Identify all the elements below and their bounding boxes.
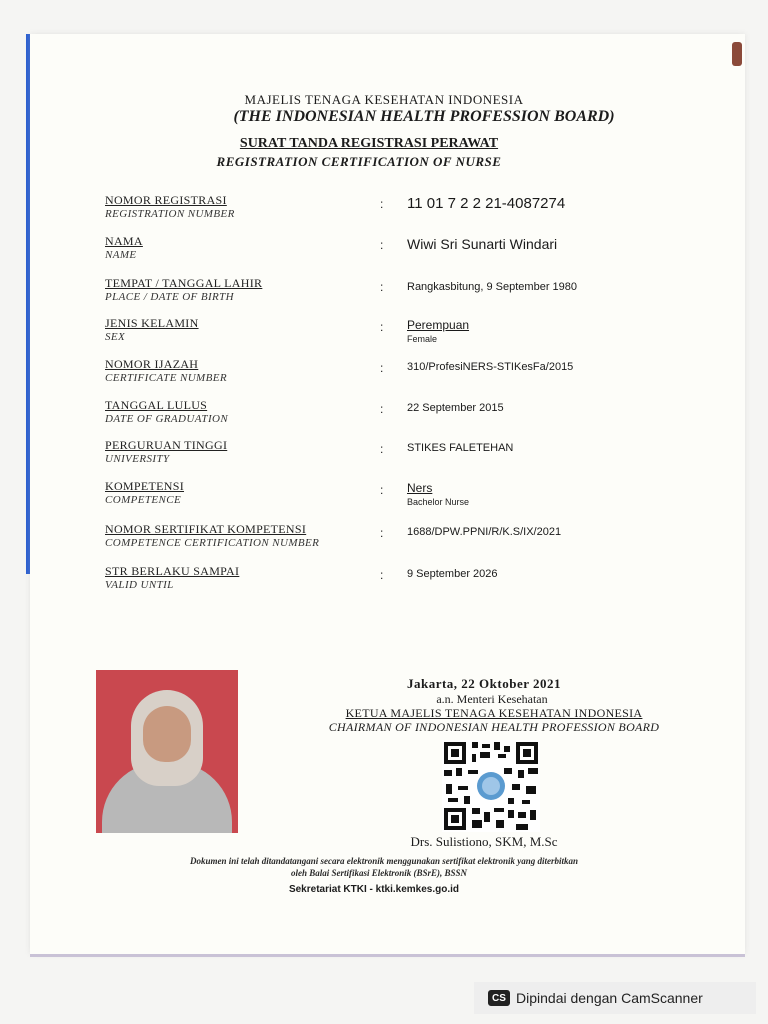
board-name: MAJELIS TENAGA KESEHATAN INDONESIA — [244, 92, 524, 107]
field-label: KOMPETENSI — [105, 479, 185, 493]
colon: : — [380, 280, 384, 294]
colon: : — [380, 361, 384, 375]
qr-code-icon — [442, 740, 540, 832]
colon: : — [380, 568, 384, 582]
field-sublabel: SEX — [105, 331, 126, 343]
field-value: STIKES FALETEHAN — [407, 442, 514, 454]
e-signature-note: Dokumen ini telah ditandatangani secara elektronik menggunakan sertifikat elektronik yang diterbitkan — [189, 856, 579, 866]
field-competence — [105, 479, 665, 519]
field-sex — [105, 316, 665, 356]
field-value: 22 September 2015 — [407, 402, 504, 414]
clip-mark — [732, 42, 742, 66]
field-university — [105, 438, 665, 478]
signatory-name: Drs. Sulistiono, SKM, M.Sc — [410, 834, 558, 849]
camscanner-watermark — [474, 982, 756, 1014]
field-sublabel: NAME — [105, 249, 137, 261]
field-sublabel: COMPETENCE CERTIFICATION NUMBER — [105, 537, 320, 549]
field-label: NOMOR REGISTRASI — [105, 193, 227, 207]
field-sublabel: DATE OF GRADUATION — [105, 413, 229, 425]
signature-title: KETUA MAJELIS TENAGA KESEHATAN INDONESIA — [345, 706, 643, 720]
signature-title-english: CHAIRMAN OF INDONESIAN HEALTH PROFESSION BOARD — [328, 720, 660, 734]
field-sublabel: UNIVERSITY — [105, 453, 170, 465]
colon: : — [380, 483, 384, 497]
document-title: SURAT TANDA REGISTRASI PERAWAT — [239, 136, 499, 151]
colon: : — [380, 238, 384, 252]
field-registration-number — [105, 193, 665, 233]
field-value: Perempuan — [407, 318, 470, 332]
colon: : — [380, 320, 384, 334]
paper-bottom-edge — [30, 954, 745, 957]
field-label: JENIS KELAMIN — [105, 316, 199, 330]
field-value: Rangkasbitung, 9 September 1980 — [407, 281, 578, 293]
field-competence-cert-number — [105, 522, 665, 562]
board-name-english: (THE INDONESIAN HEALTH PROFESSION BOARD) — [233, 108, 615, 125]
e-signature-note-issuer: oleh Balai Sertifikasi Elektronik (BSrE), BSSN — [290, 868, 468, 878]
signature-on-behalf: a.n. Menteri Kesehatan — [436, 692, 548, 706]
field-sublabel: PLACE / DATE OF BIRTH — [105, 291, 234, 303]
field-label: NOMOR SERTIFIKAT KOMPETENSI — [105, 522, 307, 536]
colon: : — [380, 442, 384, 456]
field-label: PERGURUAN TINGGI — [105, 438, 228, 452]
field-valid-until — [105, 564, 665, 604]
field-sublabel: CERTIFICATE NUMBER — [105, 372, 227, 384]
field-label: TEMPAT / TANGGAL LAHIR — [105, 276, 263, 290]
field-label: NAMA — [105, 234, 143, 248]
field-label: TANGGAL LULUS — [105, 398, 208, 412]
field-birth — [105, 276, 665, 316]
field-name — [105, 234, 665, 274]
field-value: 1688/DPW.PPNI/R/K.S/IX/2021 — [407, 526, 562, 538]
field-value: 11 01 7 2 2 21-4087274 — [407, 195, 566, 212]
camscanner-icon: CS — [488, 990, 510, 1006]
colon: : — [380, 526, 384, 540]
secretariat-line: Sekretariat KTKI - ktki.kemkes.go.id — [288, 884, 460, 895]
field-sublabel: REGISTRATION NUMBER — [105, 208, 235, 220]
field-label: NOMOR IJAZAH — [105, 357, 199, 371]
colon: : — [380, 402, 384, 416]
field-value-english: Bachelor Nurse — [407, 497, 470, 507]
document-subtitle: REGISTRATION CERTIFICATION OF NURSE — [216, 154, 502, 169]
field-value: Ners — [407, 481, 433, 495]
field-sublabel: VALID UNTIL — [105, 579, 174, 591]
field-certificate-number — [105, 357, 665, 397]
field-label: STR BERLAKU SAMPAI — [105, 564, 240, 578]
field-sublabel: COMPETENCE — [105, 494, 182, 506]
field-graduation-date — [105, 398, 665, 438]
field-value: 310/ProfesiNERS-STIKesFa/2015 — [407, 361, 574, 373]
field-value: 9 September 2026 — [407, 568, 498, 580]
camscanner-label: Dipindai dengan CamScanner — [516, 990, 703, 1006]
colon: : — [380, 197, 384, 211]
field-value: Wiwi Sri Sunarti Windari — [407, 236, 558, 252]
field-value-english: Female — [407, 334, 438, 344]
signature-date: Jakarta, 22 Oktober 2021 — [406, 676, 562, 691]
